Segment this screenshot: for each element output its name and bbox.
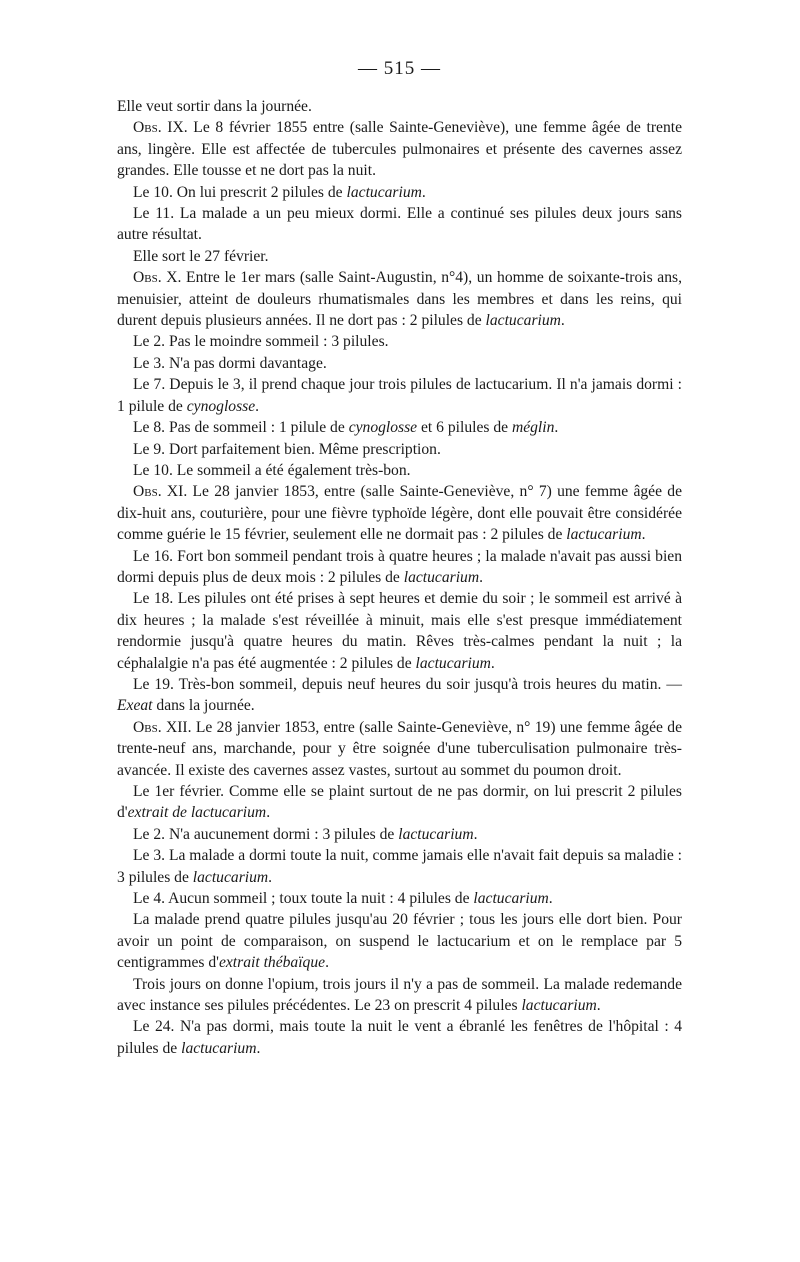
paragraph — [117, 974, 682, 1017]
italic-term: méglin — [511, 419, 555, 437]
text-run: IX. Le 8 février 1855 entre (salle Sainte-Geneviève), une femme âgée de trente ans, lingère. Elle est affectée de tubercules pulmonaires et présente des cavernes assez grandes. Elle tousse et ne dort pas la nuit. — [117, 119, 682, 180]
italic-term: Exeat — [117, 697, 153, 715]
text-run: Le 3. N'a pas dormi davantage. — [133, 354, 327, 372]
text-run: dans la journée. — [152, 697, 255, 715]
text-run: La malade prend quatre pilules jusqu'au 20 février ; tous les jours elle dort bien. Pour avoir un point de comparaison, on suspend le lactucarium et on le remplace par 5 centigrammes d' — [117, 911, 682, 972]
paragraph — [117, 588, 682, 674]
paragraph — [117, 909, 682, 973]
italic-term: cynoglosse — [348, 419, 418, 437]
text-run: Le 7. Depuis le 3, il prend chaque jour trois pilules de lactucarium. Il n'a jamais dormi : 1 pilule de — [117, 376, 682, 415]
paragraph — [117, 117, 682, 181]
italic-term: lactucarium — [521, 997, 597, 1015]
text-run: Le 4. Aucun sommeil ; toux toute la nuit : 4 pilules de — [133, 890, 474, 908]
text-run: . — [268, 868, 273, 886]
text-run: . — [560, 312, 565, 330]
paragraph — [117, 267, 682, 331]
italic-term: cynoglosse — [186, 397, 256, 415]
text-run: Elle sort le 27 février. — [133, 247, 269, 265]
italic-term: lactucarium — [485, 312, 561, 330]
paragraph — [117, 439, 682, 460]
text-run: XI. Le 28 janvier 1853, entre (salle Sainte-Geneviève, n° 7) une femme âgée de dix-huit ans, couturière, pour une fièvre typhoïde légère, dont elle pouvait être considérée comme guérie le 15 février, seulement elle ne dormait pas : 2 pilules de — [117, 483, 682, 544]
paragraph — [117, 417, 682, 438]
observation-label: Obs. — [133, 483, 162, 501]
paragraph — [117, 717, 682, 781]
text-run: et 6 pilules de — [417, 419, 512, 437]
italic-term: lactucarium — [346, 183, 422, 201]
text-run: Le 8. Pas de sommeil : 1 pilule de — [133, 419, 349, 437]
text-run: . — [421, 183, 426, 201]
text-run: . — [548, 890, 553, 908]
italic-term: lactucarium — [181, 1039, 257, 1057]
text-run: Le 10. Le sommeil a été également très-bon. — [133, 461, 411, 479]
text-run: . — [596, 997, 601, 1015]
text-run: . — [641, 526, 646, 544]
text-run: X. Entre le 1er mars (salle Saint-Augustin, n°4), un homme de soixante-trois ans, menuisier, atteint de douleurs rhumatismales dans les membres et dans les reins, qui durent depuis plusieurs années. Il ne dort pas : 2 pilules de — [117, 269, 682, 330]
text-run: . — [325, 954, 329, 972]
text-run: Le 10. On lui prescrit 2 pilules de — [133, 183, 347, 201]
text-run: . — [490, 654, 495, 672]
text-run: Le 2. N'a aucunement dormi : 3 pilules de — [133, 825, 399, 843]
text-run: Le 24. N'a pas dormi, mais toute la nuit le vent a ébranlé les fenêtres de l'hôpital : 4 pilules de — [117, 1018, 682, 1057]
paragraph — [117, 182, 682, 203]
paragraph — [117, 674, 682, 717]
text-run: . — [554, 419, 559, 437]
paragraph — [117, 481, 682, 545]
page-number: — 515 — — [358, 58, 441, 79]
text-run: . — [256, 1039, 261, 1057]
italic-term: extrait de lactucarium — [127, 804, 267, 822]
text-run: Le 2. Pas le moindre sommeil : 3 pilules. — [133, 333, 389, 351]
text-run: Le 3. La malade a dormi toute la nuit, comme jamais elle n'avait fait depuis sa maladie : 3 pilules de — [117, 847, 682, 886]
italic-term: lactucarium — [398, 825, 474, 843]
italic-term: lactucarium — [566, 526, 642, 544]
text-run: Le 11. La malade a un peu mieux dormi. Elle a continué ses pilules deux jours sans autre résultat. — [117, 205, 682, 244]
text-run: Le 19. Très-bon sommeil, depuis neuf heures du soir jusqu'à trois heures du matin. — — [133, 675, 682, 693]
italic-term: lactucarium — [403, 568, 480, 586]
paragraph — [117, 845, 682, 888]
paragraph — [117, 246, 682, 267]
text-run: Le 18. Les pilules ont été prises à sept heures et demie du soir ; le sommeil est arrivé à dix heures ; la malade s'est réveillée à minuit, mais elle s'est presque immédiatement rendormie jusqu'à quatre heures du matin. Rêves très-calmes pendant la nuit ; la céphalalgie n'a pas été augmentée : 2 pilules de — [117, 590, 682, 672]
italic-term: lactucarium — [192, 868, 269, 886]
observation-label: Obs. — [133, 119, 162, 137]
italic-term: lactucarium — [473, 890, 549, 908]
observation-label: Obs. — [133, 269, 162, 287]
observation-label: Obs. — [133, 718, 162, 736]
paragraph — [117, 96, 682, 117]
italic-term: extrait thébaïque — [218, 954, 326, 972]
text-run: Le 16. Fort bon sommeil pendant trois à quatre heures ; la malade n'avait pas aussi bien dormi depuis plus de deux mois : 2 pilules de — [117, 547, 682, 586]
paragraph — [117, 331, 682, 352]
paragraph — [117, 781, 682, 824]
text-run: . — [266, 804, 271, 822]
paragraph — [117, 1016, 682, 1059]
text-run: . — [255, 397, 260, 415]
text-run: . — [479, 568, 483, 586]
body-text — [117, 96, 682, 1059]
paragraph — [117, 888, 682, 909]
paragraph — [117, 353, 682, 374]
text-run: Trois jours on donne l'opium, trois jours il n'y a pas de sommeil. La malade redemande avec instance ses pilules précédentes. Le 23 on prescrit 4 pilules — [117, 975, 682, 1015]
paragraph — [117, 374, 682, 417]
italic-term: lactucarium — [415, 654, 491, 672]
text-run: XII. Le 28 janvier 1853, entre (salle Sainte-Geneviève, n° 19) une femme âgée de trente-neuf ans, marchande, pour y être soignée d'une tuberculisation pulmonaire très-avancée. Il existe des cavernes assez vastes, surtout au sommet du poumon droit. — [117, 718, 682, 779]
text-run: Elle veut sortir dans la journée. — [117, 98, 312, 115]
text-run: . — [473, 825, 478, 843]
paragraph — [117, 460, 682, 481]
paragraph — [117, 824, 682, 845]
text-run: Le 1er février. Comme elle se plaint surtout de ne pas dormir, on lui prescrit 2 pilules d' — [117, 783, 682, 822]
text-run: Le 9. Dort parfaitement bien. Même prescription. — [133, 440, 441, 458]
paragraph — [117, 203, 682, 246]
paragraph — [117, 546, 682, 589]
